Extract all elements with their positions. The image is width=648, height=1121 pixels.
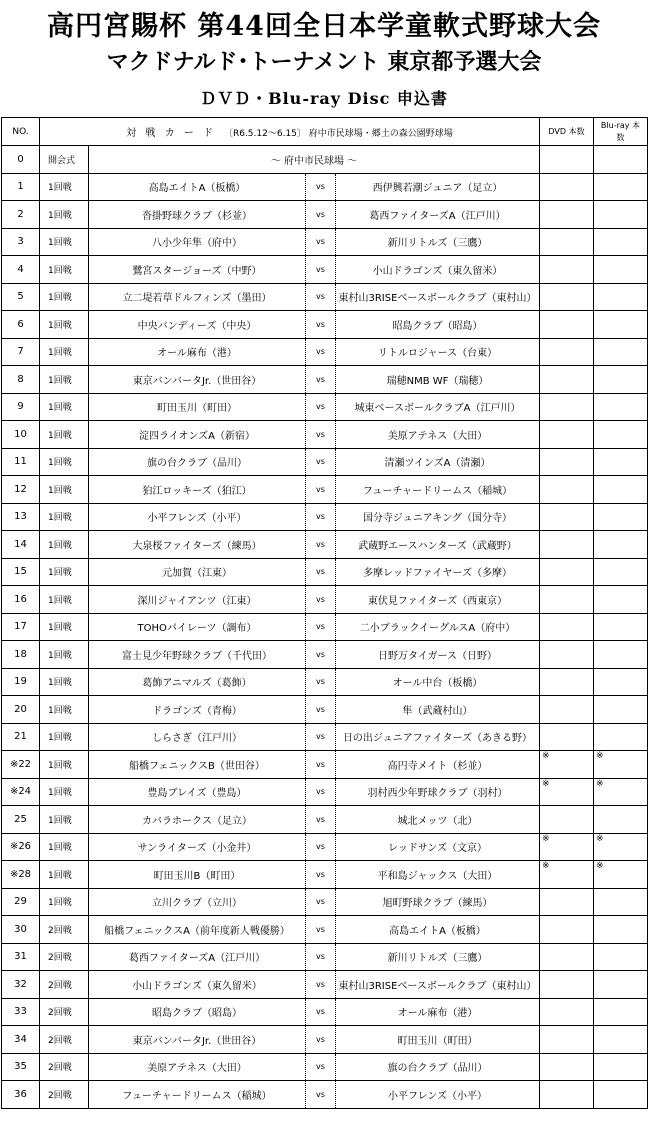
away-team: フューチャードリームス（稲城） bbox=[336, 476, 540, 504]
home-team: 深川ジャイアンツ（江東） bbox=[89, 586, 306, 614]
bluray-qty-cell[interactable] bbox=[594, 476, 648, 504]
match-row bbox=[2, 861, 648, 889]
vs-label: vs bbox=[306, 806, 336, 834]
row-no: 20 bbox=[2, 696, 40, 724]
away-team: 日の出ジュニアファイターズ（あきる野） bbox=[336, 723, 540, 751]
tournament-subtitle: マクドナルド･トーナメント 東京都予選大会 bbox=[106, 49, 542, 75]
order-table bbox=[1, 117, 648, 1109]
bluray-qty-cell[interactable] bbox=[594, 283, 648, 311]
tournament-title: 高円宮賜杯 第44回全日本学童軟式野球大会 bbox=[47, 11, 601, 42]
match-row bbox=[2, 613, 648, 641]
vs-label: vs bbox=[306, 943, 336, 971]
bluray-qty-cell[interactable] bbox=[594, 338, 648, 366]
opening-venue: ～ 府中市民球場 ～ bbox=[89, 146, 540, 174]
header-no: NO. bbox=[2, 118, 40, 146]
vs-label: vs bbox=[306, 201, 336, 229]
bluray-qty-cell[interactable] bbox=[594, 173, 648, 201]
dvd-qty-cell[interactable]: ※ bbox=[540, 751, 594, 779]
row-round: 1回戦 bbox=[40, 421, 89, 449]
match-row bbox=[2, 421, 648, 449]
away-team: 高島エイトA（板橋） bbox=[336, 916, 540, 944]
dvd-qty-cell[interactable] bbox=[540, 366, 594, 394]
bluray-qty-cell[interactable] bbox=[594, 146, 648, 174]
away-team: 新川リトルズ（三鷹） bbox=[336, 943, 540, 971]
bluray-qty-cell[interactable] bbox=[594, 998, 648, 1026]
vs-label: vs bbox=[306, 668, 336, 696]
dvd-qty-cell[interactable] bbox=[540, 998, 594, 1026]
vs-label: vs bbox=[306, 503, 336, 531]
row-round: 1回戦 bbox=[40, 696, 89, 724]
away-team: 武蔵野エースハンターズ（武蔵野） bbox=[336, 531, 540, 559]
row-round: 1回戦 bbox=[40, 806, 89, 834]
vs-label: vs bbox=[306, 778, 336, 806]
bluray-qty-cell[interactable] bbox=[594, 201, 648, 229]
bluray-qty-cell[interactable] bbox=[594, 503, 648, 531]
row-no: 11 bbox=[2, 448, 40, 476]
away-team: 葛西ファイターズA（江戸川） bbox=[336, 201, 540, 229]
match-row bbox=[2, 1081, 648, 1109]
row-round: 2回戦 bbox=[40, 998, 89, 1026]
match-row bbox=[2, 201, 648, 229]
away-team: 小平フレンズ（小平） bbox=[336, 1081, 540, 1109]
dvd-qty-cell[interactable] bbox=[540, 586, 594, 614]
bluray-qty-cell[interactable] bbox=[594, 943, 648, 971]
vs-label: vs bbox=[306, 393, 336, 421]
dvd-qty-cell[interactable] bbox=[540, 943, 594, 971]
dvd-qty-cell[interactable] bbox=[540, 613, 594, 641]
row-round: 1回戦 bbox=[40, 586, 89, 614]
home-team: 旗の台クラブ（品川） bbox=[89, 448, 306, 476]
home-team: TOHOパイレーツ（調布） bbox=[89, 613, 306, 641]
home-team: 元加賀（江東） bbox=[89, 558, 306, 586]
dvd-qty-cell[interactable] bbox=[540, 476, 594, 504]
home-team: オール麻布（港） bbox=[89, 338, 306, 366]
match-row bbox=[2, 366, 648, 394]
dvd-qty-cell[interactable] bbox=[540, 311, 594, 339]
match-row bbox=[2, 1026, 648, 1054]
row-round: 1回戦 bbox=[40, 751, 89, 779]
row-round: 1回戦 bbox=[40, 448, 89, 476]
vs-label: vs bbox=[306, 283, 336, 311]
row-no: 4 bbox=[2, 256, 40, 284]
match-row bbox=[2, 641, 648, 669]
header-bluray: Blu-ray 本数 bbox=[594, 118, 648, 146]
match-row bbox=[2, 1053, 648, 1081]
away-team: 平和島ジャックス（大田） bbox=[336, 861, 540, 889]
match-row bbox=[2, 338, 648, 366]
bluray-qty-cell[interactable]: ※ bbox=[594, 778, 648, 806]
row-no: 16 bbox=[2, 586, 40, 614]
vs-label: vs bbox=[306, 971, 336, 999]
bluray-qty-cell[interactable]: ※ bbox=[594, 861, 648, 889]
row-round: 1回戦 bbox=[40, 311, 89, 339]
away-team: 東村山3RISEベースボールクラブ（東村山） bbox=[336, 283, 540, 311]
header-dvd: DVD 本数 bbox=[540, 118, 594, 146]
bluray-qty-cell[interactable] bbox=[594, 641, 648, 669]
home-team: 東京バンバータJr.（世田谷） bbox=[89, 1026, 306, 1054]
away-team: 国分寺ジュニアキング（国分寺） bbox=[336, 503, 540, 531]
vs-label: vs bbox=[306, 311, 336, 339]
bluray-qty-cell[interactable] bbox=[594, 1026, 648, 1054]
away-team: 西伊興若潮ジュニア（足立） bbox=[336, 173, 540, 201]
home-team: 町田玉川（町田） bbox=[89, 393, 306, 421]
row-round: 2回戦 bbox=[40, 916, 89, 944]
row-no: 32 bbox=[2, 971, 40, 999]
bluray-qty-cell[interactable] bbox=[594, 613, 648, 641]
row-no: ※22 bbox=[2, 751, 40, 779]
home-team: 葛西ファイターズA（江戸川） bbox=[89, 943, 306, 971]
row-no: 7 bbox=[2, 338, 40, 366]
home-team: 立二堤若草ドルフィンズ（墨田） bbox=[89, 283, 306, 311]
away-team: 瑞穂NMB WF（瑞穂） bbox=[336, 366, 540, 394]
row-round: 1回戦 bbox=[40, 503, 89, 531]
home-team: 美原アテネス（大田） bbox=[89, 1053, 306, 1081]
dvd-qty-cell[interactable] bbox=[540, 531, 594, 559]
dvd-qty-cell[interactable] bbox=[540, 971, 594, 999]
dvd-qty-cell[interactable] bbox=[540, 256, 594, 284]
home-team: 船橋フェニックスB（世田谷） bbox=[89, 751, 306, 779]
away-team: 町田玉川（町田） bbox=[336, 1026, 540, 1054]
row-round: 1回戦 bbox=[40, 338, 89, 366]
row-round: 1回戦 bbox=[40, 861, 89, 889]
match-row bbox=[2, 311, 648, 339]
home-team: 小山ドラゴンズ（東久留米） bbox=[89, 971, 306, 999]
match-row bbox=[2, 448, 648, 476]
header-row bbox=[2, 118, 648, 146]
title-block bbox=[0, 0, 648, 117]
dvd-qty-cell[interactable] bbox=[540, 173, 594, 201]
home-team: 船橋フェニックスA（前年度新人戦優勝） bbox=[89, 916, 306, 944]
away-team: 隼（武蔵村山） bbox=[336, 696, 540, 724]
vs-label: vs bbox=[306, 228, 336, 256]
match-row bbox=[2, 751, 648, 779]
bluray-qty-cell[interactable] bbox=[594, 586, 648, 614]
row-round: 1回戦 bbox=[40, 668, 89, 696]
vs-label: vs bbox=[306, 751, 336, 779]
vs-label: vs bbox=[306, 998, 336, 1026]
row-no: 8 bbox=[2, 366, 40, 394]
home-team: フューチャードリームス（稲城） bbox=[89, 1081, 306, 1109]
row-no: 36 bbox=[2, 1081, 40, 1109]
header-card-label: 対 戦 カ ー ド bbox=[126, 128, 216, 139]
row-round: 1回戦 bbox=[40, 366, 89, 394]
home-team: カバラホークス（足立） bbox=[89, 806, 306, 834]
row-no: 31 bbox=[2, 943, 40, 971]
row-round: 1回戦 bbox=[40, 173, 89, 201]
row-no: 9 bbox=[2, 393, 40, 421]
bluray-qty-cell[interactable] bbox=[594, 668, 648, 696]
home-team: 狛江ロッキーズ（狛江） bbox=[89, 476, 306, 504]
home-team: 八小少年隼（府中） bbox=[89, 228, 306, 256]
match-row bbox=[2, 806, 648, 834]
away-team: 多摩レッドファイヤーズ（多摩） bbox=[336, 558, 540, 586]
home-team: 鷺宮スタージョーズ（中野） bbox=[89, 256, 306, 284]
opening-row bbox=[2, 146, 648, 174]
dvd-qty-cell[interactable]: ※ bbox=[540, 778, 594, 806]
row-round: 開会式 bbox=[40, 146, 89, 174]
bluray-qty-cell[interactable] bbox=[594, 696, 648, 724]
away-team: 小山ドラゴンズ（東久留米） bbox=[336, 256, 540, 284]
match-row bbox=[2, 586, 648, 614]
vs-label: vs bbox=[306, 833, 336, 861]
row-round: 2回戦 bbox=[40, 1026, 89, 1054]
home-team: 町田玉川B（町田） bbox=[89, 861, 306, 889]
away-team: レッドサンズ（文京） bbox=[336, 833, 540, 861]
row-round: 2回戦 bbox=[40, 943, 89, 971]
header-card bbox=[40, 118, 540, 146]
vs-label: vs bbox=[306, 531, 336, 559]
match-row bbox=[2, 503, 648, 531]
row-no: 6 bbox=[2, 311, 40, 339]
away-team: 旭町野球クラブ（練馬） bbox=[336, 888, 540, 916]
vs-label: vs bbox=[306, 1081, 336, 1109]
match-row bbox=[2, 228, 648, 256]
row-no: 21 bbox=[2, 723, 40, 751]
row-round: 1回戦 bbox=[40, 531, 89, 559]
dvd-qty-cell[interactable] bbox=[540, 201, 594, 229]
match-row bbox=[2, 256, 648, 284]
home-team: サンライターズ（小金井） bbox=[89, 833, 306, 861]
row-round: 1回戦 bbox=[40, 833, 89, 861]
away-team: 羽村西少年野球クラブ（羽村） bbox=[336, 778, 540, 806]
row-no: 34 bbox=[2, 1026, 40, 1054]
row-round: 1回戦 bbox=[40, 228, 89, 256]
bluray-qty-cell[interactable] bbox=[594, 971, 648, 999]
dvd-qty-cell[interactable] bbox=[540, 1053, 594, 1081]
row-no: ※24 bbox=[2, 778, 40, 806]
row-no: 30 bbox=[2, 916, 40, 944]
row-no: 17 bbox=[2, 613, 40, 641]
vs-label: vs bbox=[306, 1053, 336, 1081]
row-no: 3 bbox=[2, 228, 40, 256]
row-round: 1回戦 bbox=[40, 201, 89, 229]
vs-label: vs bbox=[306, 641, 336, 669]
away-team: 二小ブラックイーグルスA（府中） bbox=[336, 613, 540, 641]
match-row bbox=[2, 971, 648, 999]
row-round: 1回戦 bbox=[40, 256, 89, 284]
away-team: オール中台（板橋） bbox=[336, 668, 540, 696]
match-row bbox=[2, 558, 648, 586]
away-team: 東伏見ファイターズ（西東京） bbox=[336, 586, 540, 614]
header-card-sub: 〔R6.5.12～6.15〕 府中市民球場・郷土の森公園野球場 bbox=[223, 129, 453, 139]
match-row bbox=[2, 943, 648, 971]
dvd-qty-cell[interactable] bbox=[540, 1026, 594, 1054]
away-team: 城東ベースボールクラブA（江戸川） bbox=[336, 393, 540, 421]
row-no: 35 bbox=[2, 1053, 40, 1081]
match-row bbox=[2, 888, 648, 916]
row-no: 1 bbox=[2, 173, 40, 201]
match-row bbox=[2, 696, 648, 724]
row-round: 1回戦 bbox=[40, 778, 89, 806]
row-round: 1回戦 bbox=[40, 888, 89, 916]
dvd-qty-cell[interactable] bbox=[540, 421, 594, 449]
row-round: 1回戦 bbox=[40, 613, 89, 641]
bluray-qty-cell[interactable] bbox=[594, 1081, 648, 1109]
row-round: 2回戦 bbox=[40, 1053, 89, 1081]
row-round: 1回戦 bbox=[40, 393, 89, 421]
bluray-qty-cell[interactable] bbox=[594, 311, 648, 339]
row-round: 1回戦 bbox=[40, 641, 89, 669]
bluray-qty-cell[interactable] bbox=[594, 806, 648, 834]
bluray-qty-cell[interactable] bbox=[594, 448, 648, 476]
match-row bbox=[2, 173, 648, 201]
home-team: ドラゴンズ（青梅） bbox=[89, 696, 306, 724]
bluray-qty-cell[interactable] bbox=[594, 421, 648, 449]
bluray-qty-cell[interactable] bbox=[594, 916, 648, 944]
vs-label: vs bbox=[306, 476, 336, 504]
dvd-qty-cell[interactable] bbox=[540, 668, 594, 696]
dvd-qty-cell[interactable] bbox=[540, 806, 594, 834]
match-row bbox=[2, 723, 648, 751]
dvd-qty-cell[interactable]: ※ bbox=[540, 833, 594, 861]
home-team: 立川クラブ（立川） bbox=[89, 888, 306, 916]
dvd-qty-cell[interactable] bbox=[540, 558, 594, 586]
bluray-qty-cell[interactable] bbox=[594, 558, 648, 586]
row-no: 12 bbox=[2, 476, 40, 504]
away-team: 美原アテネス（大田） bbox=[336, 421, 540, 449]
home-team: 小平フレンズ（小平） bbox=[89, 503, 306, 531]
row-no: 13 bbox=[2, 503, 40, 531]
bluray-qty-cell[interactable] bbox=[594, 531, 648, 559]
vs-label: vs bbox=[306, 338, 336, 366]
dvd-qty-cell[interactable] bbox=[540, 448, 594, 476]
row-no: 25 bbox=[2, 806, 40, 834]
row-no: ※26 bbox=[2, 833, 40, 861]
bluray-qty-cell[interactable] bbox=[594, 888, 648, 916]
bluray-qty-cell[interactable] bbox=[594, 393, 648, 421]
home-team: しらさぎ（江戸川） bbox=[89, 723, 306, 751]
dvd-qty-cell[interactable] bbox=[540, 723, 594, 751]
vs-label: vs bbox=[306, 173, 336, 201]
home-team: 高島エイトA（板橋） bbox=[89, 173, 306, 201]
vs-label: vs bbox=[306, 1026, 336, 1054]
dvd-qty-cell[interactable] bbox=[540, 696, 594, 724]
dvd-qty-cell[interactable] bbox=[540, 888, 594, 916]
home-team: 富士見少年野球クラブ（千代田） bbox=[89, 641, 306, 669]
home-team: 沓掛野球クラブ（杉並） bbox=[89, 201, 306, 229]
bluray-qty-cell[interactable] bbox=[594, 228, 648, 256]
bluray-qty-cell[interactable]: ※ bbox=[594, 833, 648, 861]
row-no: ※28 bbox=[2, 861, 40, 889]
vs-label: vs bbox=[306, 696, 336, 724]
away-team: 昭島クラブ（昭島） bbox=[336, 311, 540, 339]
away-team: 日野万タイガース（日野） bbox=[336, 641, 540, 669]
dvd-qty-cell[interactable] bbox=[540, 916, 594, 944]
vs-label: vs bbox=[306, 256, 336, 284]
home-team: 葛飾アニマルズ（葛飾） bbox=[89, 668, 306, 696]
away-team: リトルロジャース（台東） bbox=[336, 338, 540, 366]
vs-label: vs bbox=[306, 366, 336, 394]
home-team: 東京バンバータJr.（世田谷） bbox=[89, 366, 306, 394]
away-team: 旗の台クラブ（品川） bbox=[336, 1053, 540, 1081]
away-team: 清瀬ツインズA（清瀬） bbox=[336, 448, 540, 476]
home-team: 中央バンディーズ（中央） bbox=[89, 311, 306, 339]
vs-label: vs bbox=[306, 448, 336, 476]
row-round: 1回戦 bbox=[40, 283, 89, 311]
vs-label: vs bbox=[306, 861, 336, 889]
away-team: 東村山3RISEベースボールクラブ（東村山） bbox=[336, 971, 540, 999]
row-no: 29 bbox=[2, 888, 40, 916]
bluray-qty-cell[interactable] bbox=[594, 1053, 648, 1081]
vs-label: vs bbox=[306, 421, 336, 449]
match-row bbox=[2, 916, 648, 944]
row-no: 15 bbox=[2, 558, 40, 586]
dvd-qty-cell[interactable] bbox=[540, 338, 594, 366]
dvd-qty-cell[interactable] bbox=[540, 283, 594, 311]
dvd-qty-cell[interactable]: ※ bbox=[540, 861, 594, 889]
row-round: 1回戦 bbox=[40, 476, 89, 504]
match-row bbox=[2, 998, 648, 1026]
match-row bbox=[2, 778, 648, 806]
away-team: 新川リトルズ（三鷹） bbox=[336, 228, 540, 256]
vs-label: vs bbox=[306, 613, 336, 641]
form-title: ＤＶＤ・Blu-ray Disc 申込書 bbox=[200, 89, 448, 108]
row-round: 1回戦 bbox=[40, 723, 89, 751]
away-team: 高円寺メイト（杉並） bbox=[336, 751, 540, 779]
row-no: 0 bbox=[2, 146, 40, 174]
match-row bbox=[2, 668, 648, 696]
match-row bbox=[2, 833, 648, 861]
match-row bbox=[2, 283, 648, 311]
bluray-qty-cell[interactable] bbox=[594, 256, 648, 284]
row-no: 5 bbox=[2, 283, 40, 311]
row-round: 2回戦 bbox=[40, 1081, 89, 1109]
row-no: 14 bbox=[2, 531, 40, 559]
match-row bbox=[2, 393, 648, 421]
home-team: 昭島クラブ（昭島） bbox=[89, 998, 306, 1026]
row-no: 10 bbox=[2, 421, 40, 449]
vs-label: vs bbox=[306, 586, 336, 614]
dvd-qty-cell[interactable] bbox=[540, 146, 594, 174]
row-no: 2 bbox=[2, 201, 40, 229]
home-team: 大泉桜ファイターズ（練馬） bbox=[89, 531, 306, 559]
dvd-qty-cell[interactable] bbox=[540, 641, 594, 669]
row-no: 19 bbox=[2, 668, 40, 696]
bluray-qty-cell[interactable] bbox=[594, 723, 648, 751]
row-no: 33 bbox=[2, 998, 40, 1026]
dvd-qty-cell[interactable] bbox=[540, 1081, 594, 1109]
dvd-qty-cell[interactable] bbox=[540, 503, 594, 531]
dvd-qty-cell[interactable] bbox=[540, 228, 594, 256]
away-team: オール麻布（港） bbox=[336, 998, 540, 1026]
row-round: 1回戦 bbox=[40, 558, 89, 586]
home-team: 淀四ライオンズA（新宿） bbox=[89, 421, 306, 449]
vs-label: vs bbox=[306, 888, 336, 916]
vs-label: vs bbox=[306, 723, 336, 751]
home-team: 豊島ブレイズ（豊島） bbox=[89, 778, 306, 806]
row-no: 18 bbox=[2, 641, 40, 669]
bluray-qty-cell[interactable]: ※ bbox=[594, 751, 648, 779]
dvd-qty-cell[interactable] bbox=[540, 393, 594, 421]
match-row bbox=[2, 531, 648, 559]
bluray-qty-cell[interactable] bbox=[594, 366, 648, 394]
away-team: 城北メッツ（北） bbox=[336, 806, 540, 834]
match-row bbox=[2, 476, 648, 504]
row-round: 2回戦 bbox=[40, 971, 89, 999]
vs-label: vs bbox=[306, 558, 336, 586]
vs-label: vs bbox=[306, 916, 336, 944]
